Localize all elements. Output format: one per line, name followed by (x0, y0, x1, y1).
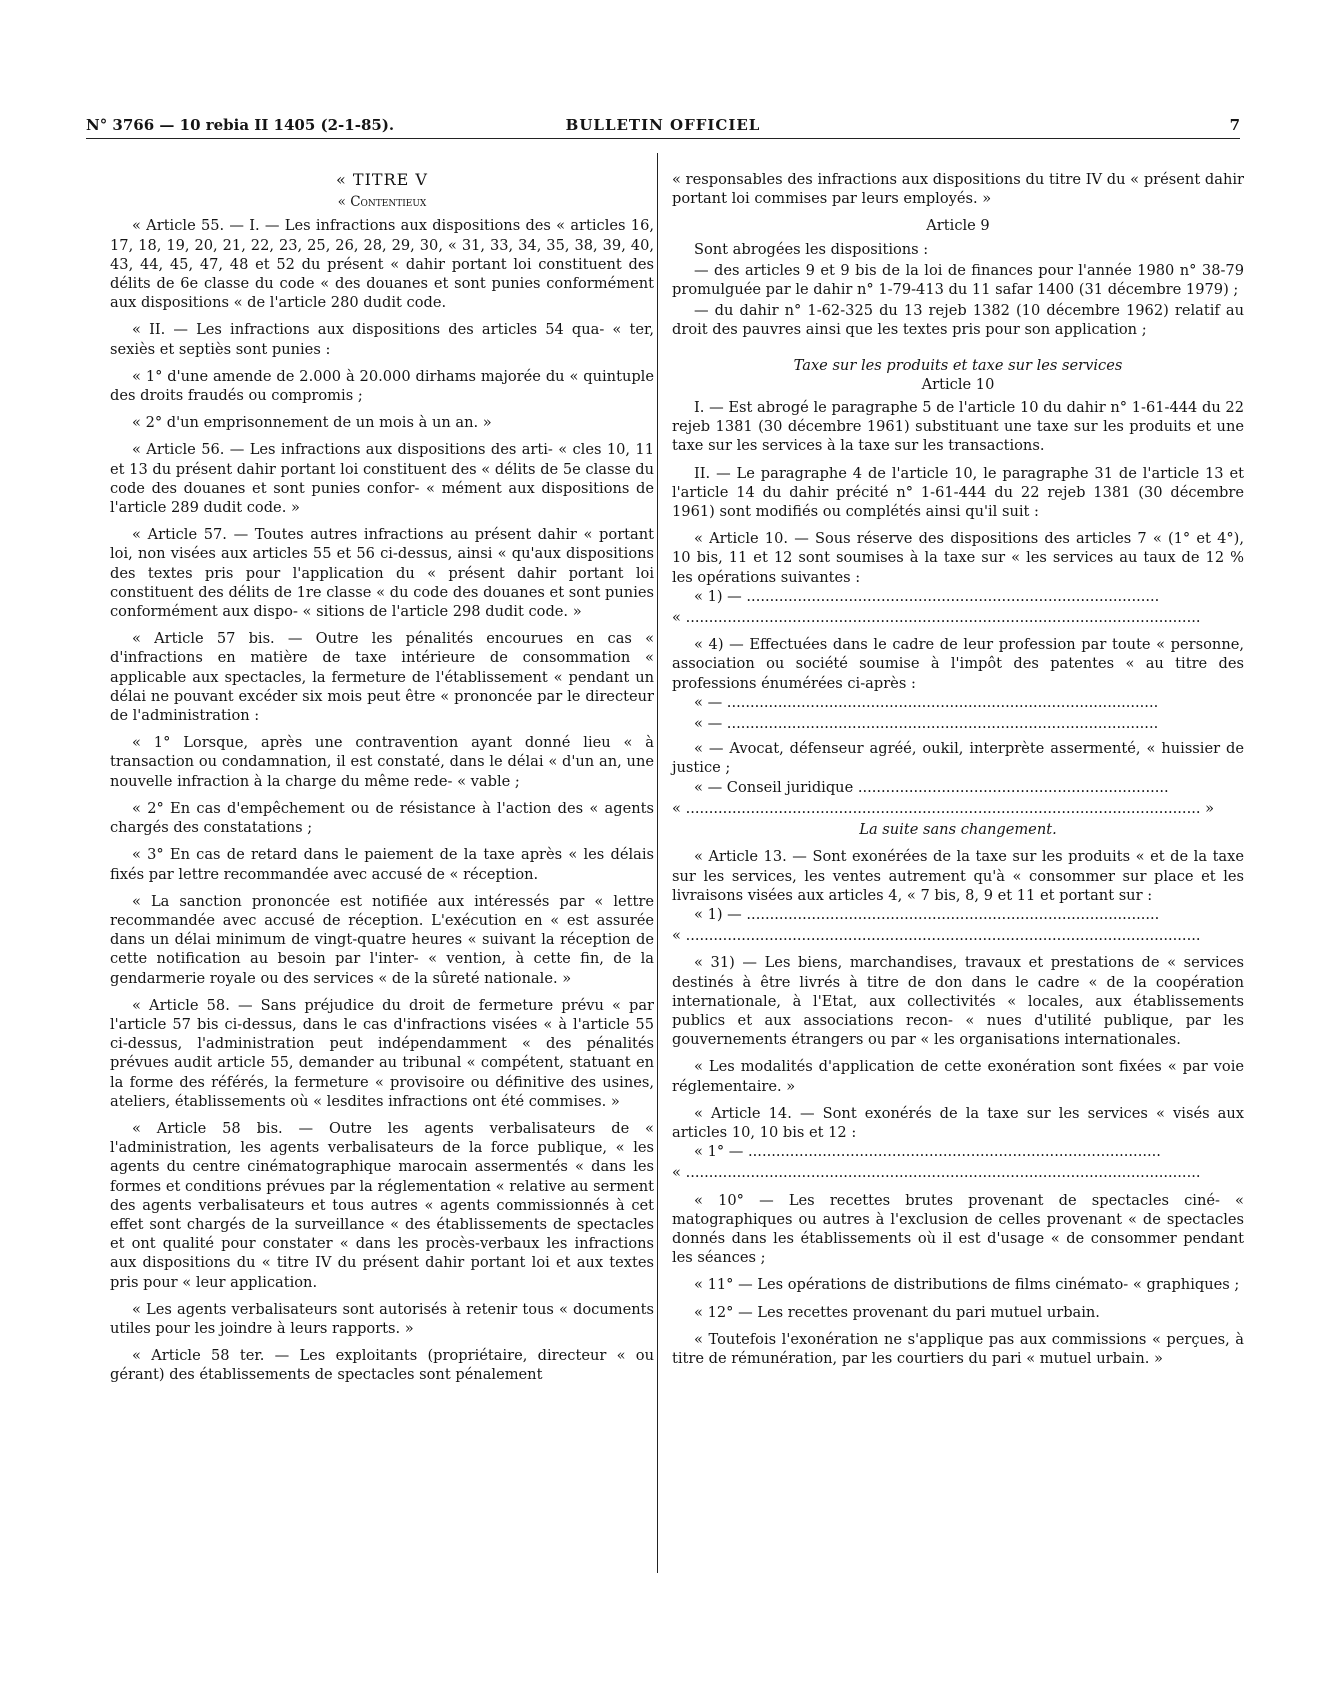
paragraph: « 1° Lorsque, après une contravention ayant donné lieu « à transaction ou condamnation, il est constaté, dans le délai « d'un an, une nouvelle infraction à la charge du même rede- « vable ; (110, 734, 654, 790)
paragraph: « Article 58 ter. — Les exploitants (propriétaire, directeur « ou gérant) des établissements de spectacles sont pénalement (110, 1347, 654, 1384)
continuation-note: La suite sans changement. (859, 821, 1057, 839)
paragraph: « Les modalités d'application de cette exonération sont fixées « par voie réglementaire. » (672, 1058, 1244, 1095)
paragraph: « — Avocat, défenseur agréé, oukil, interprète assermenté, « huissier de justice ; (672, 740, 1244, 777)
paragraph: « 4) — Effectuées dans le cadre de leur profession par toute « personne, association ou société soumise à l'impôt des patentes « au titre des professions énumérées ci-après : (672, 636, 1244, 692)
paragraph: « Article 58. — Sans préjudice du droit de fermeture prévu « par l'article 57 bis ci-dessus, dans le cas d'infractions visées « à l'article 55 ci-dessus, l'administration peut indépendamment « des pénalités prévues audit article 55, demander au tribunal « compétent, statuant en la forme des référés, la fermeture « provisoire ou définitive des usines, ateliers, établissements où « lesdites infractions ont été commises. » (110, 996, 654, 1110)
paragraph: « Article 13. — Sont exonérées de la taxe sur les produits « et de la taxe sur les services, les ventes autrement qu'à « consommer sur place et les livraisons visées aux articles 4, « 7 bis, 8, 9 et 11 et portant sur : (672, 848, 1244, 904)
paragraph: Sont abrogées les dispositions : (694, 240, 929, 258)
paragraph: « 2° d'un emprisonnement de un mois à un an. » (132, 414, 492, 432)
article-heading: Article 9 (926, 217, 990, 235)
paragraph: I. — Est abrogé le paragraphe 5 de l'article 10 du dahir n° 1-61-444 du 22 rejeb 1381 (30 décembre 1961) substituant une taxe sur les produits et une taxe sur les services à la taxe sur les transactions. (672, 399, 1244, 455)
right-column (672, 170, 1244, 1376)
ellipsis-line: « ............................................................................................................... » (672, 799, 1215, 817)
paragraph: « 1° d'une amende de 2.000 à 20.000 dirhams majorée du « quintuple des droits fraudés ou compromis ; (110, 367, 654, 405)
paragraph: « II. — Les infractions aux dispositions des articles 54 qua- « ter, sexiès et septiès sont punies : (110, 321, 654, 358)
column-divider (657, 153, 658, 1573)
paragraph: « Article 57 bis. — Outre les pénalités encourues en cas « d'infractions en matière de taxe intérieure de consommation « applicable aux spectacles, la fermeture de l'établissement « pendant un délai ne pouvant excéder six mois peut être « prononcée par le directeur de l'administration : (110, 630, 654, 725)
left-column (110, 170, 654, 1393)
section-heading: Taxe sur les produits et taxe sur les services (793, 356, 1123, 374)
paragraph: « 10° — Les recettes brutes provenant de spectacles ciné- « matographiques ou autres à l'exclusion de celles provenant « de spectacles donnés dans les établissements où il est d'usage « de consommer pendant les séances ; (672, 1191, 1244, 1267)
paragraph: « Article 14. — Sont exonérés de la taxe sur les services « visés aux articles 10, 10 bis et 12 : (672, 1104, 1244, 1141)
ellipsis-line: « 1° — ......................................................................................... (694, 1143, 1161, 1161)
ellipsis-line: « ............................................................................................................... (672, 927, 1201, 945)
paragraph: « 11° — Les opérations de distributions de films cinémato- « graphiques ; (694, 1276, 1240, 1294)
section-subtitle: « Contentieux (337, 194, 427, 211)
paragraph: « Article 58 bis. — Outre les agents verbalisateurs de « l'administration, les agents verbalisateurs de la force publique, « les agents du centre cinématographique marocain assermentés « dans les formes et conditions prévues par la réglementation « relative au serment des agents verbalisateurs et tous autres « agents commissionnés à cet effet sont chargés de la surveillance « des établissements de spectacles et ont qualité pour constater « dans les procès-verbaux les infractions aux dispositions du « titre IV du présent dahir portant loi et aux textes pris pour « leur application. (110, 1119, 654, 1291)
page-number: 7 (1229, 116, 1240, 134)
paragraph: — du dahir n° 1-62-325 du 13 rejeb 1382 (10 décembre 1962) relatif au droit des pauvres ainsi que les textes pris pour son application ; (672, 302, 1244, 339)
ellipsis-line: « — ............................................................................................. (694, 715, 1159, 733)
section-title: « TITRE V (336, 170, 428, 189)
ellipsis-line: « ............................................................................................................... (672, 1164, 1201, 1182)
ellipsis-line: « 1) — ......................................................................................... (694, 905, 1160, 923)
paragraph: « Article 57. — Toutes autres infractions au présent dahir « portant loi, non visées aux articles 55 et 56 ci-dessus, ainsi « qu'aux dispositions des textes pris pour l'application du « présent dahir portant loi constituent des délits de 1re classe « du code des douanes et sont punies conformément aux dispo- « sitions de l'article 298 dudit code. » (110, 526, 654, 621)
paragraph: « 2° En cas d'empêchement ou de résistance à l'action des « agents chargés des constatations ; (110, 799, 654, 837)
ellipsis-line: « — ............................................................................................. (694, 693, 1159, 711)
article-heading: Article 10 (921, 375, 995, 393)
paragraph: « responsables des infractions aux dispositions du titre IV du « présent dahir portant loi commises par leurs employés. » (672, 171, 1244, 208)
paragraph: « Article 55. — I. — Les infractions aux dispositions des « articles 16, 17, 18, 19, 20, 21, 22, 23, 25, 26, 28, 29, 30, « 31, 33, 34, 35, 38, 39, 40, 43, 44, 45, 47, 48 et 52 du présent « dahir portant loi constituent des délits de 6e classe du code « des douanes et sont punies conformément aux dispositions « de l'article 280 dudit code. (110, 217, 654, 312)
paragraph: « 3° En cas de retard dans le paiement de la taxe après « les délais fixés par lettre recommandée avec accusé de « réception. (110, 846, 654, 883)
paragraph: « Article 10. — Sous réserve des dispositions des articles 7 « (1° et 4°), 10 bis, 11 et 12 sont soumises à la taxe sur « les services au taux de 12 % les opérations suivantes : (672, 530, 1244, 586)
paragraph: — des articles 9 et 9 bis de la loi de finances pour l'année 1980 n° 38-79 promulguée par le dahir n° 1-79-413 du 11 safar 1400 (31 décembre 1979) ; (672, 261, 1244, 299)
paragraph: « La sanction prononcée est notifiée aux intéressés par « lettre recommandée avec accusé de réception. L'exécution en « est assurée dans un délai minimum de vingt-quatre heures « suivant la réception de cette notification au besoin par l'inter- « vention, à cette fin, de la gendarmerie royale ou des services « de la sûreté nationale. » (110, 892, 654, 987)
ellipsis-line: « ............................................................................................................... (672, 609, 1201, 627)
issue-number: N° 3766 — 10 rebia II 1405 (2-1-85). (86, 116, 395, 134)
page-header (86, 116, 1240, 139)
paragraph: « Toutefois l'exonération ne s'applique pas aux commissions « perçues, à titre de rémunération, par les courtiers du pari « mutuel urbain. » (672, 1330, 1244, 1367)
ellipsis-line: « — Conseil juridique ................................................................... (694, 778, 1169, 796)
paragraph: « Les agents verbalisateurs sont autorisés à retenir tous « documents utiles pour les joindre à leurs rapports. » (110, 1300, 654, 1337)
paragraph: « 12° — Les recettes provenant du pari mutuel urbain. (694, 1303, 1100, 1321)
paragraph: « 31) — Les biens, marchandises, travaux et prestations de « services destinés à être livrés à titre de don dans le cadre « de la coopération internationale, à l'Etat, aux collectivités « locales, aux établissements publics et aux associations recon- « nues d'utilité publique, par les gouvernements étrangers ou par « les organisations internationales. (672, 954, 1244, 1049)
ellipsis-line: « 1) — ......................................................................................... (694, 587, 1160, 605)
paragraph: « Article 56. — Les infractions aux dispositions des arti- « cles 10, 11 et 13 du présent dahir portant loi constituent des « délits de 5e classe du code des douanes et sont punies confor- « mément aux dispositions de l'article 289 dudit code. » (110, 441, 654, 517)
publication-title: BULLETIN OFFICIEL (565, 116, 761, 134)
paragraph: II. — Le paragraphe 4 de l'article 10, le paragraphe 31 de l'article 13 et l'article 14 du dahir précité n° 1-61-444 du 22 rejeb 1381 (30 décembre 1961) sont modifiés ou complétés ainsi qu'il suit : (672, 464, 1244, 521)
